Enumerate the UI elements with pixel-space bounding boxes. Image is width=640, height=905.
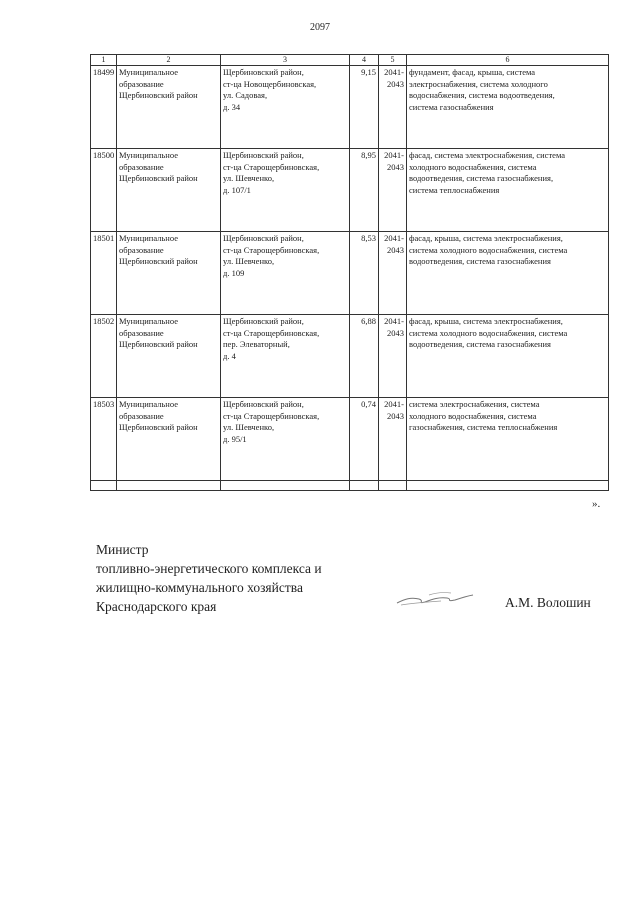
table-row (91, 315, 609, 398)
signatory-line: Краснодарского края (96, 599, 217, 614)
closing-quote: ». (592, 498, 601, 510)
page-number: 2097 (310, 22, 330, 33)
row-number-cell: 18500 (91, 149, 117, 232)
period-cell (379, 149, 407, 232)
cell-line: система газоснабжения (409, 101, 494, 112)
address-cell (221, 149, 350, 232)
cell-line: д. 107/1 (223, 184, 251, 195)
address-cell (221, 315, 350, 398)
owner-cell (117, 149, 221, 232)
cell-line: д. 34 (223, 101, 241, 112)
signatory-line: Министр (96, 542, 149, 557)
table-row (91, 398, 609, 481)
cell-line: Щербиновский район (119, 90, 198, 100)
cell-line: ул. Шевченко, (223, 173, 275, 183)
period-cell (379, 232, 407, 315)
cell-line: газоснабжения, система теплоснабжения (409, 422, 558, 432)
works-cell (407, 398, 609, 481)
cell-line: ул. Садовая, (223, 90, 268, 100)
header-col-3: 3 (221, 55, 350, 66)
cell-line: водоотведения, система газоснабжения, (409, 173, 554, 183)
cell-line: 2043 (387, 161, 404, 172)
signatory-line: топливно-энергетического комплекса и (96, 561, 322, 576)
row-number-cell: 18503 (91, 398, 117, 481)
cell-line: Щербиновский район, (223, 150, 304, 160)
cell-line: Щербиновский район, (223, 399, 304, 409)
cell-line: система электроснабжения, система (409, 399, 540, 409)
row-number-cell: 18499 (91, 66, 117, 149)
cell-line: электроснабжения, система холодного (409, 78, 548, 89)
empty-cell (221, 481, 350, 491)
header-col-2: 2 (117, 55, 221, 66)
table-row (91, 66, 609, 149)
handwritten-signature (395, 587, 475, 609)
cell-line: ст-ца Новощербиновская, (223, 78, 317, 89)
cell-line: Щербиновский район (119, 173, 198, 183)
owner-cell (117, 315, 221, 398)
cell-line: Щербиновский район, (223, 233, 304, 243)
header-col-1: 1 (91, 55, 117, 66)
works-cell (407, 149, 609, 232)
cell-line: 2043 (387, 78, 404, 89)
header-col-5: 5 (379, 55, 407, 66)
signatory-line: жилищно-коммунального хозяйства (96, 580, 303, 595)
cell-line: Щербиновский район (119, 422, 198, 432)
cell-line: система теплоснабжения (409, 184, 500, 195)
address-cell (221, 398, 350, 481)
cell-line: Щербиновский район, (223, 67, 304, 77)
cell-line: Щербиновский район, (223, 316, 304, 326)
period-cell (379, 398, 407, 481)
table-end-row (91, 481, 609, 491)
empty-cell (350, 481, 379, 491)
owner-cell (117, 66, 221, 149)
cell-line: ст-ца Старощербиновская, (223, 327, 320, 338)
cell-line: холодного водоснабжения, система (409, 410, 537, 421)
cell-line: образование (119, 161, 164, 172)
cell-line: ст-ца Старощербиновская, (223, 244, 320, 255)
header-col-4: 4 (350, 55, 379, 66)
cell-line: 2041- (384, 67, 404, 77)
cell-line: водоотведения, система газоснабжения (409, 339, 551, 349)
cell-line: водоснабжения, система водоотведения, (409, 90, 555, 100)
cell-line: д. 4 (223, 350, 236, 361)
cell-line: 2041- (384, 233, 404, 243)
cell-line: ул. Шевченко, (223, 422, 275, 432)
cell-line: 2043 (387, 244, 404, 255)
cell-line: Щербиновский район (119, 339, 198, 349)
cell-line: Щербиновский район (119, 256, 198, 266)
cell-line: Муниципальное (119, 233, 178, 243)
works-cell (407, 232, 609, 315)
cell-line: Муниципальное (119, 399, 178, 409)
works-cell (407, 315, 609, 398)
cell-line: фасад, крыша, система электроснабжения, (409, 316, 563, 326)
area-cell: 9,15 (350, 66, 379, 149)
cell-line: фундамент, фасад, крыша, система (409, 67, 536, 77)
cell-line: 2043 (387, 410, 404, 421)
cell-line: 2041- (384, 316, 404, 326)
empty-cell (407, 481, 609, 491)
address-cell (221, 232, 350, 315)
cell-line: образование (119, 327, 164, 338)
table-row (91, 149, 609, 232)
cell-line: фасад, крыша, система электроснабжения, (409, 233, 563, 243)
cell-line: пер. Элеваторный, (223, 339, 290, 349)
table-header-row (91, 55, 609, 66)
cell-line: ул. Шевченко, (223, 256, 275, 266)
header-col-6: 6 (407, 55, 609, 66)
signer-name: А.М. Волошин (505, 595, 591, 610)
row-number-cell: 18501 (91, 232, 117, 315)
empty-cell (117, 481, 221, 491)
cell-line: 2041- (384, 150, 404, 160)
area-cell: 6,88 (350, 315, 379, 398)
cell-line: 2043 (387, 327, 404, 338)
period-cell (379, 315, 407, 398)
period-cell (379, 66, 407, 149)
cell-line: ст-ца Старощербиновская, (223, 410, 320, 421)
cell-line: система холодного водоснабжения, система (409, 327, 568, 338)
cell-line: образование (119, 78, 164, 89)
cell-line: Муниципальное (119, 316, 178, 326)
empty-cell (379, 481, 407, 491)
cell-line: д. 95/1 (223, 433, 247, 444)
area-cell: 8,53 (350, 232, 379, 315)
empty-cell (91, 481, 117, 491)
cell-line: водоотведения, система газоснабжения (409, 256, 551, 266)
works-cell (407, 66, 609, 149)
cell-line: образование (119, 410, 164, 421)
cell-line: д. 109 (223, 267, 245, 278)
cell-line: Муниципальное (119, 67, 178, 77)
owner-cell (117, 232, 221, 315)
cell-line: холодного водоснабжения, система (409, 161, 537, 172)
signatory-title (96, 540, 322, 616)
owner-cell (117, 398, 221, 481)
cell-line: фасад, система электроснабжения, система (409, 150, 566, 160)
table-row (91, 232, 609, 315)
cell-line: ст-ца Старощербиновская, (223, 161, 320, 172)
area-cell: 8,95 (350, 149, 379, 232)
cell-line: 2041- (384, 399, 404, 409)
address-cell (221, 66, 350, 149)
cell-line: система холодного водоснабжения, система (409, 244, 568, 255)
row-number-cell: 18502 (91, 315, 117, 398)
cell-line: Муниципальное (119, 150, 178, 160)
register-table (90, 54, 609, 491)
area-cell: 0,74 (350, 398, 379, 481)
cell-line: образование (119, 244, 164, 255)
